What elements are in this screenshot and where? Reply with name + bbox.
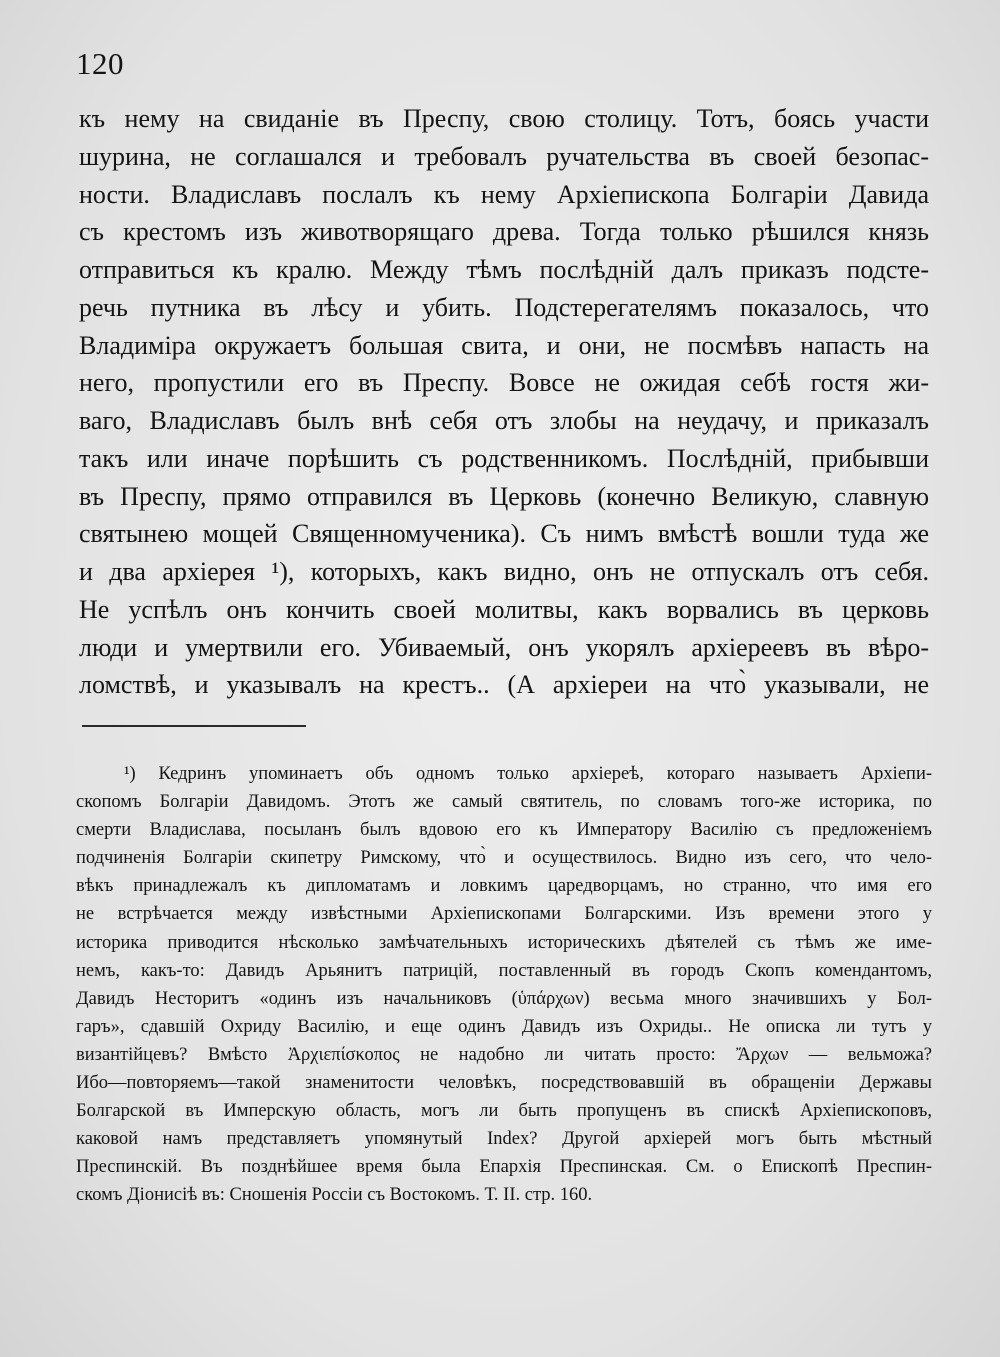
- text-line: ности. Владиславъ послалъ къ нему Архіепископа Болгаріи Давида: [79, 179, 929, 209]
- footnote-line: не встрѣчается между извѣстными Архіепископами Болгарскими. Изъ времени этого у: [76, 904, 932, 925]
- footnote-line: гаръ», сдавшій Охриду Василію, и еще одинъ Давидъ изъ Охриды.. Не описка ли тутъ у: [76, 1016, 932, 1037]
- text-line: речь путника въ лѣсу и убить. Подстерегателямъ показалось, что: [79, 292, 929, 322]
- text-line: съ крестомъ изъ животворящаго древа. Тогда только рѣшился князь: [79, 217, 929, 247]
- footnote-separator: [82, 725, 306, 727]
- text-line: шурина, не соглашался и требовалъ ручательства въ своей безопас-: [79, 141, 929, 171]
- text-line: и два архіерея ¹), которыхъ, какъ видно, онъ не отпускалъ отъ себя.: [79, 557, 929, 586]
- text-line: люди и умертвили его. Убиваемый, онъ укорялъ архіереевъ въ вѣро-: [79, 632, 929, 662]
- footnote-line: ¹) Кедринъ упоминаетъ объ одномъ только архіереѣ, котораго называетъ Архіепи-: [124, 764, 932, 784]
- text-line: въ Преспу, прямо отправился въ Церковь (конечно Великую, славную: [79, 481, 929, 511]
- text-line: ломствѣ, и указывалъ на крестъ.. (А архіереи на что̀ указывали, не: [79, 670, 929, 700]
- text-line: такъ или иначе порѣшить съ родственникомъ. Послѣдній, прибывши: [79, 443, 929, 473]
- footnote-line: Болгарской въ Имперскую область, могъ ли быть пропущенъ въ спискѣ Архіепископовъ,: [76, 1101, 932, 1122]
- text-line: ваго, Владиславъ былъ внѣ себя отъ злобы на неудачу, и приказалъ: [79, 406, 929, 435]
- main-text: [79, 100, 929, 704]
- footnote-line: византійцевъ? Вмѣсто Ἀρχιεπίσκοπος не надобно ли читать просто: Ἄρχων — вельможа?: [76, 1044, 932, 1065]
- text-line: святынею мощей Священномученика). Съ нимъ вмѣстѣ вошли туда же: [79, 519, 929, 549]
- text-line: къ нему на свиданіе въ Преспу, свою столицу. Тотъ, боясь участи: [79, 104, 929, 133]
- footnote-line: скопомъ Болгаріи Давидомъ. Этотъ же самый святитель, по словамъ того-же историка, по: [76, 792, 932, 813]
- footnote-line: немъ, какъ-то: Давидъ Арьянитъ патрицій, поставленный въ городъ Скопъ комендантомъ,: [76, 960, 932, 981]
- footnote-line: Ибо—повторяемъ—такой знаменитости человѣкъ, посредствовавшій въ обращеніи Державы: [76, 1073, 932, 1094]
- footnote-line: Давидъ Несторитъ «одинъ изъ начальниковъ (ὑπάρχων) весьма много значившихъ у Бол-: [76, 988, 932, 1009]
- text-line: Не успѣлъ онъ кончить своей молитвы, какъ ворвались въ церковь: [79, 594, 929, 624]
- footnote-line: подчиненія Болгаріи скипетру Римскому, что̀ и осуществилось. Видно изъ сего, что чело-: [76, 848, 932, 869]
- footnote-line: скомъ Діонисіѣ въ: Сношенія Россіи съ Востокомъ. Т. II. стр. 160.: [76, 1185, 593, 1206]
- footnote: [76, 760, 932, 1210]
- text-line: отправиться къ кралю. Между тѣмъ послѣдній далъ приказъ подсте-: [79, 255, 929, 284]
- text-line: Владиміра окружаетъ большая свита, и они, не посмѣвъ напасть на: [79, 330, 929, 360]
- footnote-line: каковой намъ представляетъ упомянутый Index? Другой архіерей могъ быть мѣстный: [76, 1129, 932, 1150]
- footnote-line: смерти Владислава, посыланъ былъ вдовою его къ Императору Василію съ предложеніемъ: [76, 820, 932, 841]
- footnote-line: историка приводится нѣсколько замѣчательныхъ историческихъ дѣятелей съ тѣмъ же име-: [76, 932, 932, 953]
- footnote-line: Преспинскій. Въ позднѣйшее время была Епархія Преспинская. См. о Епископѣ Преспин-: [76, 1157, 932, 1178]
- footnote-line: вѣкъ принадлежалъ къ дипломатамъ и ловкимъ царедворцамъ, но странно, что имя его: [76, 876, 932, 897]
- text-line: него, пропустили его въ Преспу. Вовсе не ожидая себѣ гостя жи-: [79, 368, 929, 398]
- page-number: 120: [76, 46, 124, 81]
